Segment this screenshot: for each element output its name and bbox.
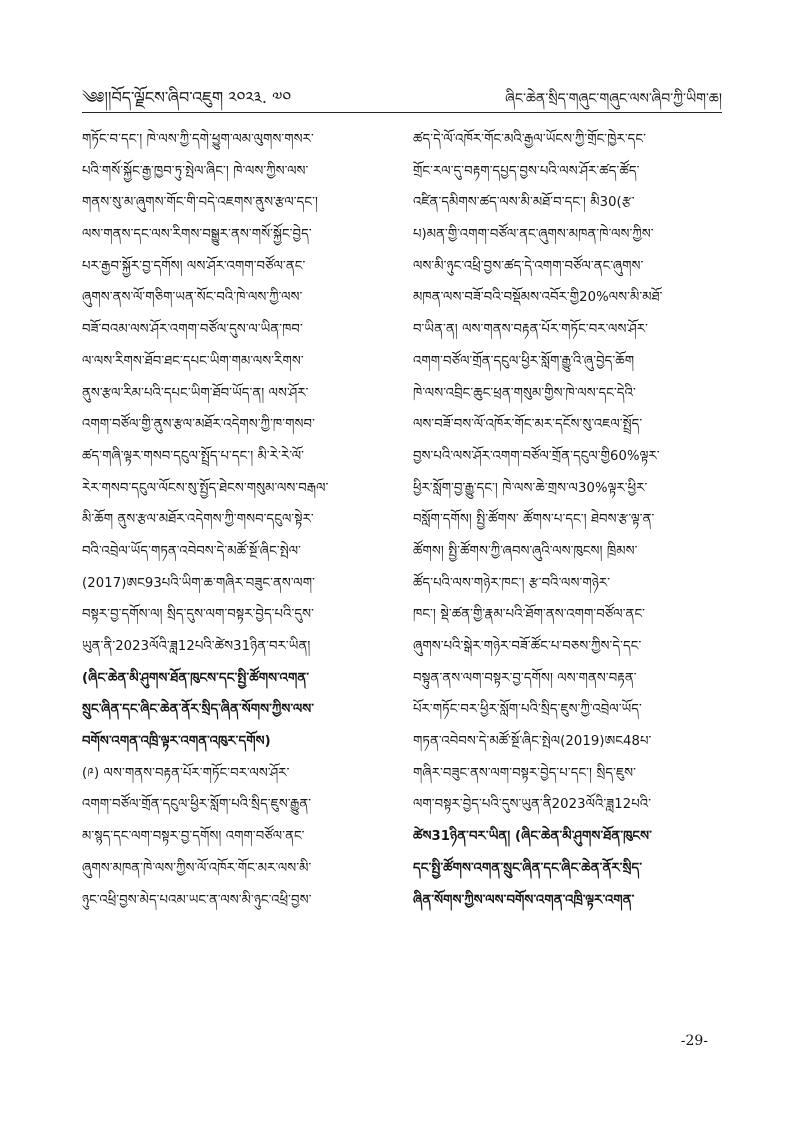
text-line: གཏོང་བ་དང་། ཁེ་ལས་ཀྱི་དགེ་ཕྱུག་ལམ་ལུགས་གསར་ bbox=[82, 132, 314, 147]
text-line: བསྟུན་ནས་ལག་བསྟར་བྱ་དགོས། ལས་གནས་བརྟན་ bbox=[413, 670, 637, 686]
text-line: ལས་གནས་དང་ལས་རིགས་བསྒྱུར་ནས་གསོ་སྐྱོང་བྱེད་ bbox=[82, 227, 312, 243]
text-line: ཕྱིར་སློག་བྱ་རྒྱུ་དང་། ཁེ་ལས་ཆེ་གྲས་ལ30%ལྟར་ཕྱིར་ bbox=[413, 480, 648, 496]
text-line: ལས་བཟོ་བས་ལོ་འཁོར་གོང་མར་དངོས་སུ་འཇལ་སྤྲོད་ bbox=[413, 417, 643, 433]
text-line: ཚད་དེ་ལོ་འཁོར་གོང་མའི་རྒྱལ་ཡོངས་ཀྱི་གྲོང་ཁྱེར་དང་ bbox=[413, 132, 646, 147]
text-line: པའི་གསོ་སྐྱོང་རྒྱ་ཁྱབ་ཏུ་སྤེལ་ཞིང་། ཁེ་ལས་ཀྱིས་ལས་ bbox=[82, 163, 309, 179]
text-line: ནུས་རྩལ་རིམ་པའི་དཔང་ཡིག་ཐོབ་ཡོད་ན། ལས་ཤོར་ bbox=[82, 385, 309, 401]
text-line: མཁན་ལས་བཟོ་བའི་བསྡོམས་འབོར་གྱི20%ལས་མི་མཐོ་ bbox=[413, 290, 663, 306]
text-line: འགག་བཙོལ་གྱི་ནུས་རྩལ་མཐོར་འདེགས་ཀྱི་ཁ་གསབ་ bbox=[82, 417, 315, 433]
text-line: (2017)ཨང93པའི་ཡིག་ཆ་གཞིར་བཟུང་ནས་ལག་ bbox=[82, 575, 315, 591]
text-line: ཡུན་ནི་2023ལོའི་ཟླ12པའི་ཚེས31ཉིན་བར་ཡིན། bbox=[82, 639, 311, 654]
page-number: -29- bbox=[680, 1033, 708, 1049]
text-line: པོར་གཏོང་བར་ཕྱིར་སློག་པའི་སྲིད་ཇུས་ཀྱི་འབྲེལ་ཡོད་ bbox=[413, 702, 642, 718]
text-line: བསྟར་བྱ་དགོས་ལ། སྲིད་དུས་ལག་བསྟར་བྱེད་པའི་དུས་ bbox=[82, 607, 314, 623]
text-line: མི་ཆོག ནུས་རྩལ་མཐོར་འདེགས་ཀྱི་གསབ་དངུལ་སྟེར་ bbox=[82, 512, 314, 528]
text-line: ཞིན་སོགས་ཀྱིས་ལས་བགོས་འགན་འཁྲི་ལྟར་འགན་ bbox=[413, 892, 635, 908]
header-rule bbox=[82, 112, 722, 113]
text-line: ལག་བསྟར་བྱེད་པའི་དུས་ཡུན་ནི2023ལོའི་ཟླ12པའི་ bbox=[413, 797, 652, 813]
text-line: གཏན་འབེབས་དེ་མཚོ་སྔོ་ཞིང་སྤེལ(2019)ཨང48པ་ bbox=[413, 734, 652, 750]
text-line: འཛིན་དམིགས་ཚད་ལས་མི་མཐོ་བ་དང་། མི30(རྩ་ bbox=[413, 195, 635, 211]
text-line: ཚོད་པའི་ལས་གཉེར་ཁང་། རྩ་བའི་ལས་གཉེར་ bbox=[413, 575, 611, 591]
text-line: ཚད་གཞི་ལྟར་གསབ་དངུལ་སྤྲོད་པ་དང་། མི་རེ་རེ་ལོ་ bbox=[82, 448, 305, 464]
text-line: བྱས་པའི་ལས་ཤོར་འགག་བཙོལ་གྲོན་དངུལ་གྱི60%ལྟར་ bbox=[413, 448, 660, 464]
text-line: བསློག་དགོས། སྤྱི་ཚོགས་ ཚོགས་པ་དང་། ཐེབས་རྩ་ལྟ་ན་ bbox=[413, 512, 655, 528]
text-line: བ་ཡིན་ན། ལས་གནས་བརྟན་པོར་གཏོང་བར་ལས་ཤོར་ bbox=[413, 322, 649, 338]
text-line: གནས་སུ་མ་ཞུགས་གོང་གི་བདེ་འཇགས་ནུས་རྩལ་དང་། bbox=[82, 195, 319, 211]
right-column bbox=[413, 124, 718, 916]
text-line: ལ་ལས་རིགས་ཐོབ་ཐང་དཔང་ཡིག་གམ་ལས་རིགས་ bbox=[82, 353, 304, 369]
text-line: རེར་གསབ་དངུལ་ལོངས་སུ་སྤྱོད་ཐེངས་གསུམ་ལས་བརྒལ་ bbox=[82, 480, 329, 496]
text-line: (༩) ལས་གནས་བརྟན་པོར་གཏོང་བར་ལས་ཤོར་ bbox=[82, 765, 290, 781]
text-line: ཞུགས་པའི་སྒེར་གཉེར་བཟོ་ཚོང་པ་བཅས་ཀྱིས་དེ་དང་ bbox=[413, 639, 642, 654]
journal-title: ༄༅།།བོད་ལྗོངས་ཞིབ་འཇུག ༢༠༢༣. ༧༠ bbox=[82, 88, 292, 107]
section-title: ཞིང་ཆེན་སྲིད་གཞུང་གཞུང་ལས་ཞིབ་ཀྱི་ཡིག་ཆ། bbox=[505, 91, 722, 107]
text-line: པ)མན་གྱི་འགག་བཙོལ་ནང་ཞུགས་མཁན་ཁེ་ལས་ཀྱིས་ bbox=[413, 227, 654, 243]
text-line: བཟོ་བའམ་ལས་ཤོར་འགག་བཙོལ་དུས་ལ་ཡིན་ཁབ་ bbox=[82, 322, 303, 338]
text-line: བའི་འབྲེལ་ཡོད་གཏན་འབེབས་དེ་མཚོ་སྔོ་ཞིང་སྤེལ་ bbox=[82, 543, 301, 559]
left-column bbox=[82, 124, 387, 916]
text-line: པར་རྒྱབ་སྐྱོར་བྱ་དགོས། ལས་ཤོར་འགག་བཙོལ་ནང་ bbox=[82, 258, 306, 274]
text-line: ཁེ་ལས་འབྲིང་ཆུང་ཕྲན་གསུམ་གྱིས་ཁེ་ལས་དང་དེའི་ bbox=[413, 385, 636, 401]
text-line: བགོས་འགན་འཁྲི་ལྟར་འགན་འཁུར་དགོས) bbox=[82, 734, 271, 750]
text-line: ཚོགས། སྤྱི་ཚོགས་ཀྱི་ཞབས་ཞུའི་ལས་ཁུངས། ཁྲིམས་ bbox=[413, 543, 638, 559]
text-line: ལས་མི་ཉུང་འཕྲི་བྱས་ཚད་དེ་འགག་བཙོལ་ནང་ཞུགས་ bbox=[413, 258, 644, 274]
text-line: འགག་བཙོལ་གྲོན་དངུལ་ཕྱིར་སློག་པའི་སྲིད་ཇུས་རྒྱུན་ bbox=[82, 797, 312, 813]
text-line: དང་སྤྱི་ཚོགས་འགན་སྲུང་ཞིན་དང་ཞིང་ཆེན་ནོར་སྲིད་ bbox=[413, 860, 643, 876]
text-line: སྲུང་ཞིན་དང་ཞིང་ཆེན་ནོར་སྲིད་ཞིན་སོགས་ཀྱིས་ལས་ bbox=[82, 702, 315, 718]
text-line: (ཞིང་ཆེན་མི་ཤུགས་ཐོན་ཁུངས་དང་སྤྱི་ཚོགས་འགན་ bbox=[82, 670, 310, 686]
text-line: ཁང་། སྡེ་ཚན་གྱི་རྣམ་པའི་ཐོག་ནས་འགག་བཙོལ་ནང་ bbox=[413, 607, 646, 623]
text-line: མ་སྙད་དང་ལག་བསྟར་བྱ་དགོས། འགག་བཙོལ་ནང་ bbox=[82, 829, 305, 845]
text-line: འགག་བཙོལ་གྲོན་དངུལ་ཕྱིར་སློག་རྒྱུ་འི་ཞུ་བྱེད་ཆོག bbox=[413, 353, 635, 369]
text-line: ཚེས31ཉིན་བར་ཡིན། (ཞིང་ཆེན་མི་ཤུགས་ཐོན་ཁུངས་ bbox=[413, 829, 653, 845]
text-line: ཞུགས་མཁན་ཁེ་ལས་ཀྱིས་ལོ་འཁོར་གོང་མར་ལས་མི་ bbox=[82, 860, 312, 876]
text-line: ཉུང་འཕྲི་བྱས་མེད་པའམ་ཡང་ན་ལས་མི་ཉུང་འཕྲི་བྱས་ bbox=[82, 892, 312, 908]
text-line: གྲོང་རལ་དུ་བརྟག་དཔྱད་བྱས་པའི་ལས་ཤོར་ཚད་ཚོད་ bbox=[413, 163, 640, 179]
text-line: ཞུགས་ནས་ལོ་གཅིག་ཡན་སོང་བའི་ཁེ་ལས་ཀྱི་ལས་ bbox=[82, 290, 303, 306]
running-header bbox=[82, 80, 722, 110]
text-line: གཞིར་བཟུང་ནས་ལག་བསྟར་བྱེད་པ་དང་། སྲིད་ཇུས་ bbox=[413, 765, 636, 781]
